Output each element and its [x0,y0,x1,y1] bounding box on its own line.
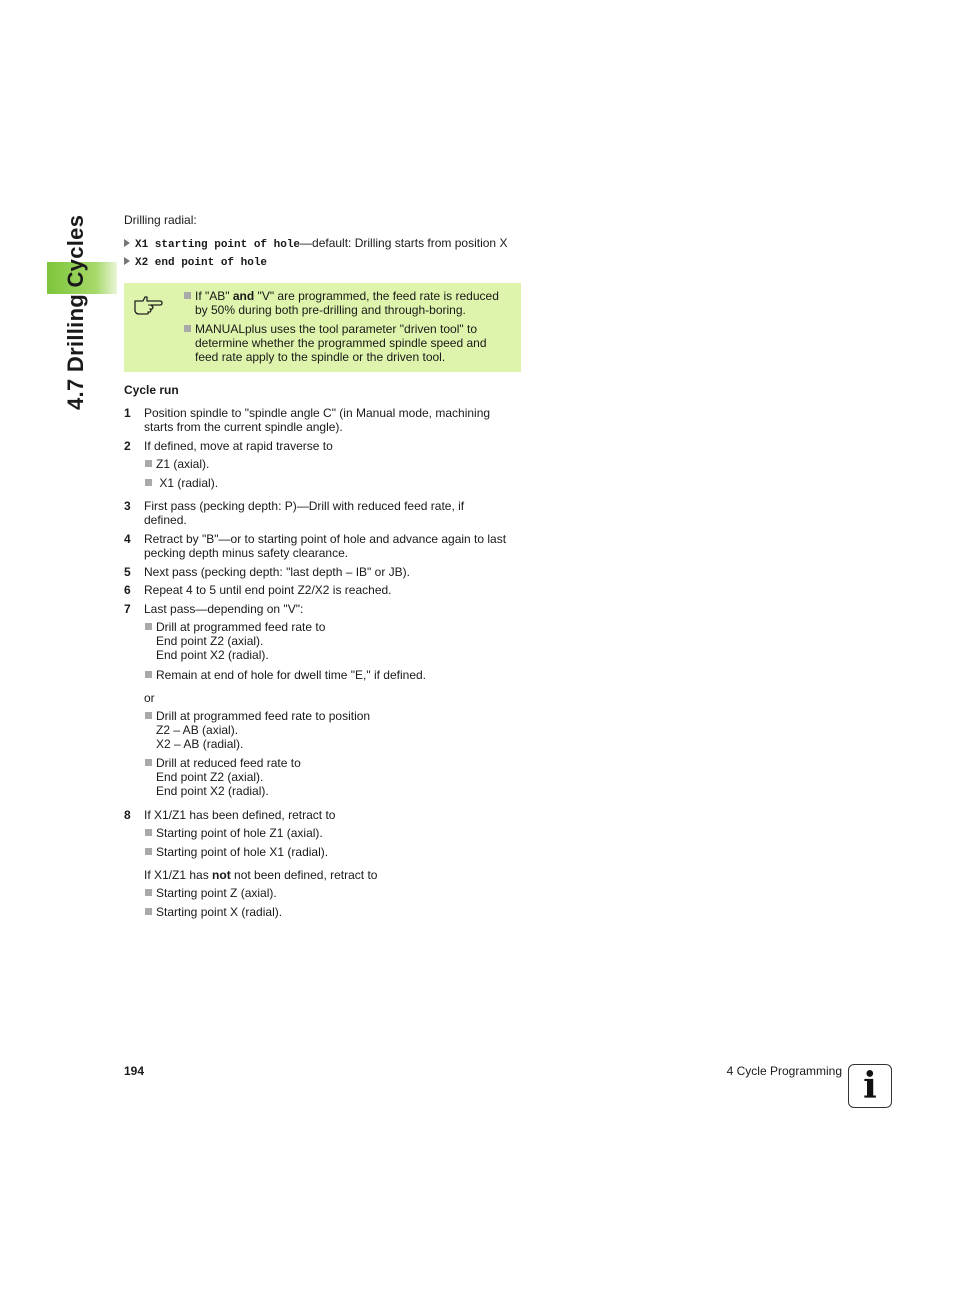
chapter-side-title: 4.7 Drilling Cycles [63,214,88,410]
square-bullet-icon [145,712,152,719]
list-item: Drill at programmed feed rate to position Z2 – AB (axial). X2 – AB (radial). [145,709,525,751]
chapter-footer: 4 Cycle Programming [726,1064,842,1078]
list-item: Starting point X (radial). [145,905,525,919]
info-icon: i [848,1064,892,1108]
square-bullet-icon [145,460,152,467]
note-box [124,283,521,372]
cycle-run-heading: Cycle run [124,383,179,397]
list-item: Starting point of hole Z1 (axial). [145,826,525,840]
step-1: 1 Position spindle to "spindle angle C" (in Manual mode, machining starts from the current spindle angle). [124,406,491,434]
note-item-2: MANUALplus uses the tool parameter "driven tool" to determine whether the programmed spindle speed and feed rate apply to the spindle or the driven tool. [184,322,519,364]
step-2: 2 If defined, move at rapid traverse to [124,439,333,453]
param-x1 [124,236,507,252]
list-item: Starting point Z (axial). [145,886,525,900]
step-6: 6 Repeat 4 to 5 until end point Z2/X2 is reached. [124,583,392,597]
square-bullet-icon [145,848,152,855]
list-item: Z1 (axial). [145,457,525,471]
step-3: 3 First pass (pecking depth: P)—Drill with reduced feed rate, if defined. [124,499,465,527]
triangle-bullet-icon [124,257,130,265]
or-text: or [144,691,155,705]
param-code: X1 starting point of hole [135,239,301,251]
square-bullet-icon [145,829,152,836]
list-item: Drill at programmed feed rate to End point Z2 (axial). End point X2 (radial). [145,620,525,662]
square-bullet-icon [145,623,152,630]
square-bullet-icon [145,889,152,896]
step-7: 7 Last pass—depending on "V": [124,602,304,616]
step-5: 5 Next pass (pecking depth: "last depth – IB" or JB). [124,565,410,579]
param-desc: —default: Drilling starts from position X [300,236,508,250]
square-bullet-icon [145,479,152,486]
note-item-1: If "AB" and "V" are programmed, the feed rate is reduced by 50% during both pre-drilling and through-boring. [184,289,519,317]
param-x2 [124,254,267,270]
step-8: 8 If X1/Z1 has been defined, retract to [124,808,336,822]
list-item: Drill at reduced feed rate to End point Z2 (axial). End point X2 (radial). [145,756,525,798]
param-code: X2 end point of hole [135,257,268,269]
intro-text: Drilling radial: [124,213,197,227]
list-item: X1 (radial). [145,476,525,490]
square-bullet-icon [184,325,191,332]
list-item: Remain at end of hole for dwell time "E," if defined. [145,668,525,682]
not-defined-text: If X1/Z1 has not not been defined, retract to [144,868,378,882]
square-bullet-icon [145,759,152,766]
step-4: 4 Retract by "B"—or to starting point of hole and advance again to last pecking depth minus safety clearance. [124,532,507,560]
square-bullet-icon [184,292,191,299]
square-bullet-icon [145,908,152,915]
list-item: Starting point of hole X1 (radial). [145,845,525,859]
square-bullet-icon [145,671,152,678]
pointing-hand-icon [133,293,163,315]
page-number: 194 [124,1064,145,1078]
triangle-bullet-icon [124,239,130,247]
